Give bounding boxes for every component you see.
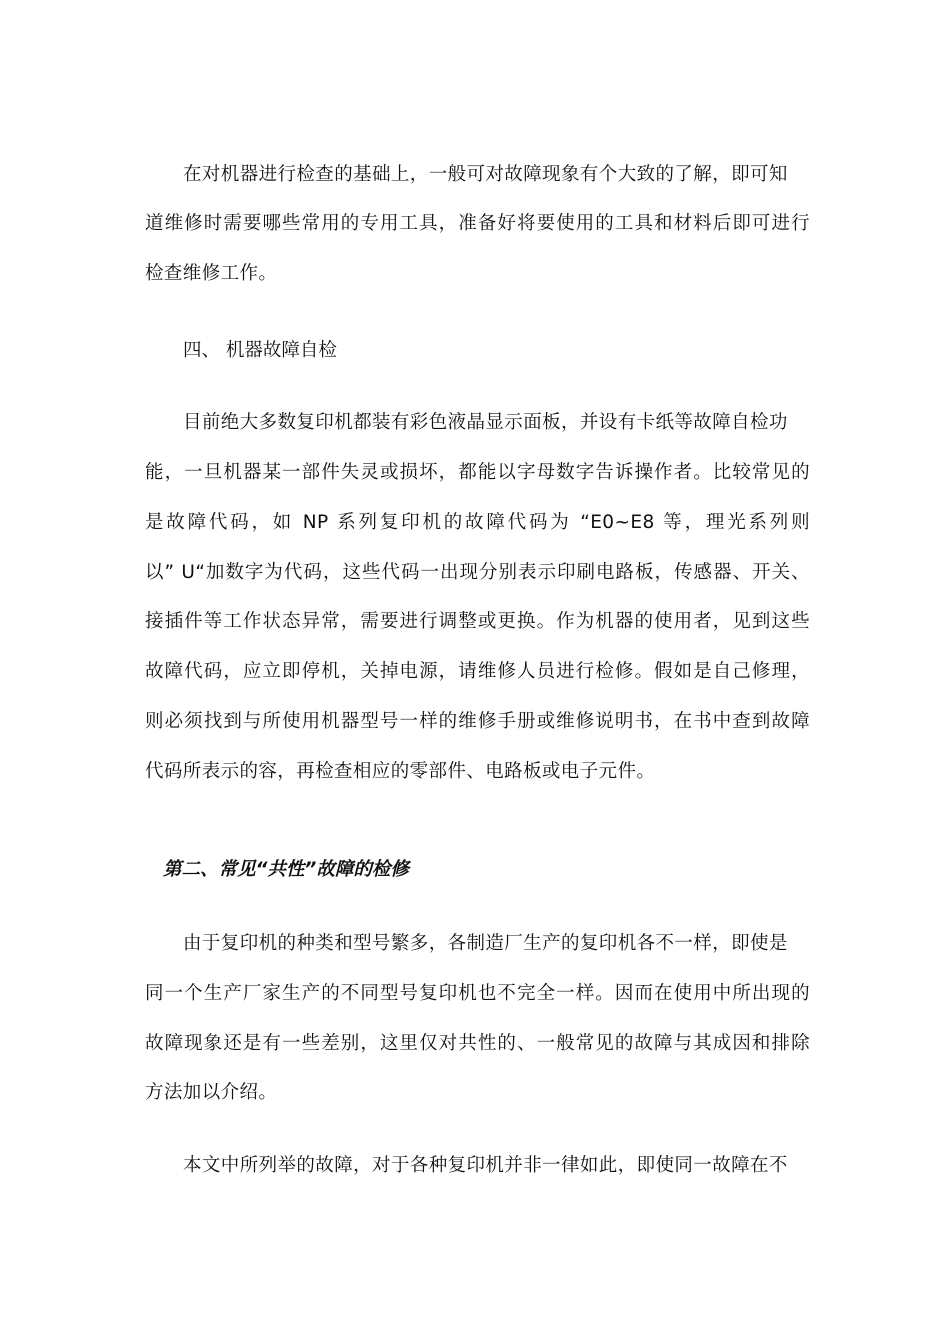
paragraph-line: 检查维修工作。 (145, 263, 278, 284)
paragraph-line: 在对机器进行检查的基础上，一般可对故障现象有个大致的了解，即可知 (183, 164, 788, 185)
paragraph-line: 故障代码，应立即停机，关掉电源，请维修人员进行检修。假如是自己修理， (145, 661, 810, 682)
section-heading-self-check: 四、 机器故障自检 (183, 340, 337, 361)
paragraph-line: 代码所表示的容，再检查相应的零部件、电路板或电子元件。 (145, 761, 656, 782)
paragraph-line: 以” U“加数字为代码，这些代码一出现分别表示印刷电路板，传感器、开关、 (145, 562, 810, 583)
paragraph-line: 同一个生产厂家生产的不同型号复印机也不完全一样。因而在使用中所出现的 (145, 983, 810, 1004)
paragraph-line: 故障现象还是有一些差别，这里仅对共性的、一般常见的故障与其成因和排除 (145, 1033, 810, 1054)
paragraph-line: 道维修时需要哪些常用的专用工具，准备好将要使用的工具和材料后即可进行 (145, 213, 810, 234)
paragraph-line: 能，一旦机器某一部件失灵或损坏，都能以字母数字告诉操作者。比较常见的 (145, 462, 810, 483)
paragraph-line: 接插件等工作状态异常，需要进行调整或更换。作为机器的使用者，见到这些 (145, 611, 810, 632)
paragraph-line: 本文中所列举的故障，对于各种复印机并非一律如此，即使同一故障在不 (183, 1155, 788, 1176)
chapter-heading-common-faults: 第二、常见“共性”故障的检修 (163, 859, 409, 880)
paragraph-line: 是故障代码，如 NP 系列复印机的故障代码为 “E0~E8 等，理光系列则 (145, 512, 810, 533)
paragraph-line: 方法加以介绍。 (145, 1082, 278, 1103)
paragraph-line: 目前绝大多数复印机都装有彩色液晶显示面板，并设有卡纸等故障自检功 (183, 412, 788, 433)
paragraph-line: 则必须找到与所使用机器型号一样的维修手册或维修说明书，在书中查到故障 (145, 711, 810, 732)
paragraph-line: 由于复印机的种类和型号繁多，各制造厂生产的复印机各不一样，即使是 (183, 933, 788, 954)
